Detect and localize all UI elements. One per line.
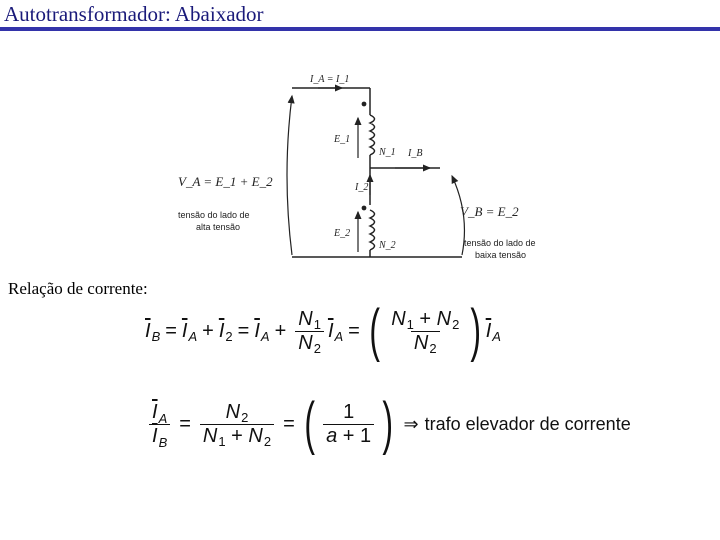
winding-n1 xyxy=(370,115,375,155)
current-relation-formula: $\overline{I}$ B = $\overline{I}$ A + $\overline{I}$ 2 = $\overline{I}$ A + $\frac{N_1}{N_2}$ $\overline{I}$ A = ( $\frac{N_1 + N_2}{N_2}$ ) $\overline{I}$ A xyxy=(145,298,501,363)
n1-label: N_1 xyxy=(379,147,396,158)
va-voltage-arrow xyxy=(287,96,292,255)
e1-label: E_1 xyxy=(334,134,351,145)
section-label: Relação de corrente: xyxy=(8,279,148,298)
polarity-dot-lower xyxy=(362,206,367,211)
page-title: Autotransformador: Abaixador xyxy=(4,2,264,26)
vb-equation: V_B = E_2 xyxy=(460,204,519,219)
va-equation: V_A = E_1 + E_2 xyxy=(178,174,273,189)
winding-n2 xyxy=(370,210,375,250)
polarity-dot-upper xyxy=(362,102,367,107)
low-side-label-line1: tensão do lado de xyxy=(464,238,536,248)
conclusion-text: trafo elevador de corrente xyxy=(424,413,631,434)
top-current-label: I_A = I_1 xyxy=(310,74,350,85)
low-side-label-line2: baixa tensão xyxy=(475,250,527,260)
current-ratio-formula: $\frac{\overline{I}_A}{\overline{I}_B}$ = $\frac{N_2}{N_1 + N_2}$ = ( $\frac{1}{a + 1}$ ) ⇒ trafo elevador de corrente xyxy=(145,398,631,450)
i2-label: I_2 xyxy=(355,182,369,193)
ib-label: I_B xyxy=(408,148,423,159)
high-side-label-line1: tensão do lado de xyxy=(178,210,250,220)
e2-label: E_2 xyxy=(334,228,351,239)
high-side-label-line2: alta tensão xyxy=(196,222,241,232)
n2-label: N_2 xyxy=(379,240,396,251)
